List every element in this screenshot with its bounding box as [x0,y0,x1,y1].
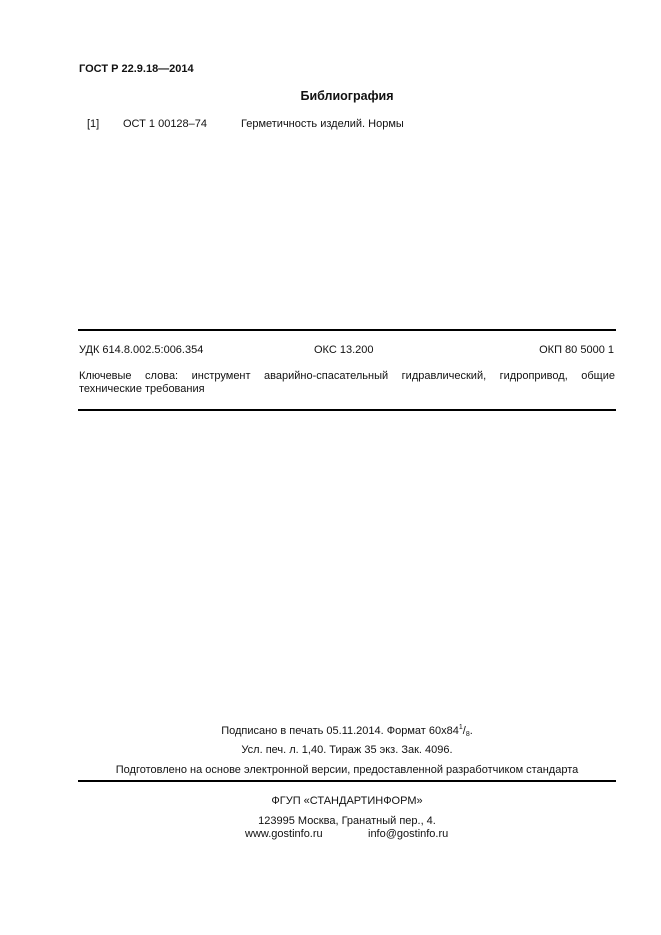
top-divider [78,329,616,331]
format-end: . [469,725,473,737]
imprint-divider [78,780,616,782]
publisher-email-link[interactable]: info@gostinfo.ru [368,828,449,840]
format-slash: / [462,725,466,737]
print-sheets-line: Усл. печ. л. 1,40. Тираж 35 экз. Зак. 4096. [241,744,453,756]
publisher-name: ФГУП «СТАНДАРТИНФОРМ» [271,795,423,807]
keywords-bottom-divider [78,409,616,411]
signed-to-print-text: Подписано в печать 05.11.2014. Формат 60х84 [221,725,459,737]
format-denominator: 8 [465,731,470,738]
document-code: ГОСТ Р 22.9.18—2014 [79,63,194,75]
bibliography-entry-number: [1] [87,118,100,130]
format-numerator: 1 [458,724,463,731]
udc-code: УДК 614.8.002.5:006.354 [79,344,204,356]
oks-code: ОКС 13.200 [314,344,374,356]
signed-to-print-line [0,724,661,738]
bibliography-title: Библиография [300,89,394,103]
bibliography-entry-title: Герметичность изделий. Нормы [241,118,404,130]
prepared-note: Подготовлено на основе электронной версии, предоставленной разработчиком стандарта [115,764,579,776]
okp-code: ОКП 80 5000 1 [539,344,614,356]
publisher-address: 123995 Москва, Гранатный пер., 4. [258,815,436,827]
publisher-website-link[interactable]: www.gostinfo.ru [245,828,323,840]
bibliography-entry-code: ОСТ 1 00128–74 [123,118,208,130]
keywords-text: Ключевые слова: инструмент аварийно-спасательный гидравлический, гидропривод, общие технические требования [79,370,615,395]
